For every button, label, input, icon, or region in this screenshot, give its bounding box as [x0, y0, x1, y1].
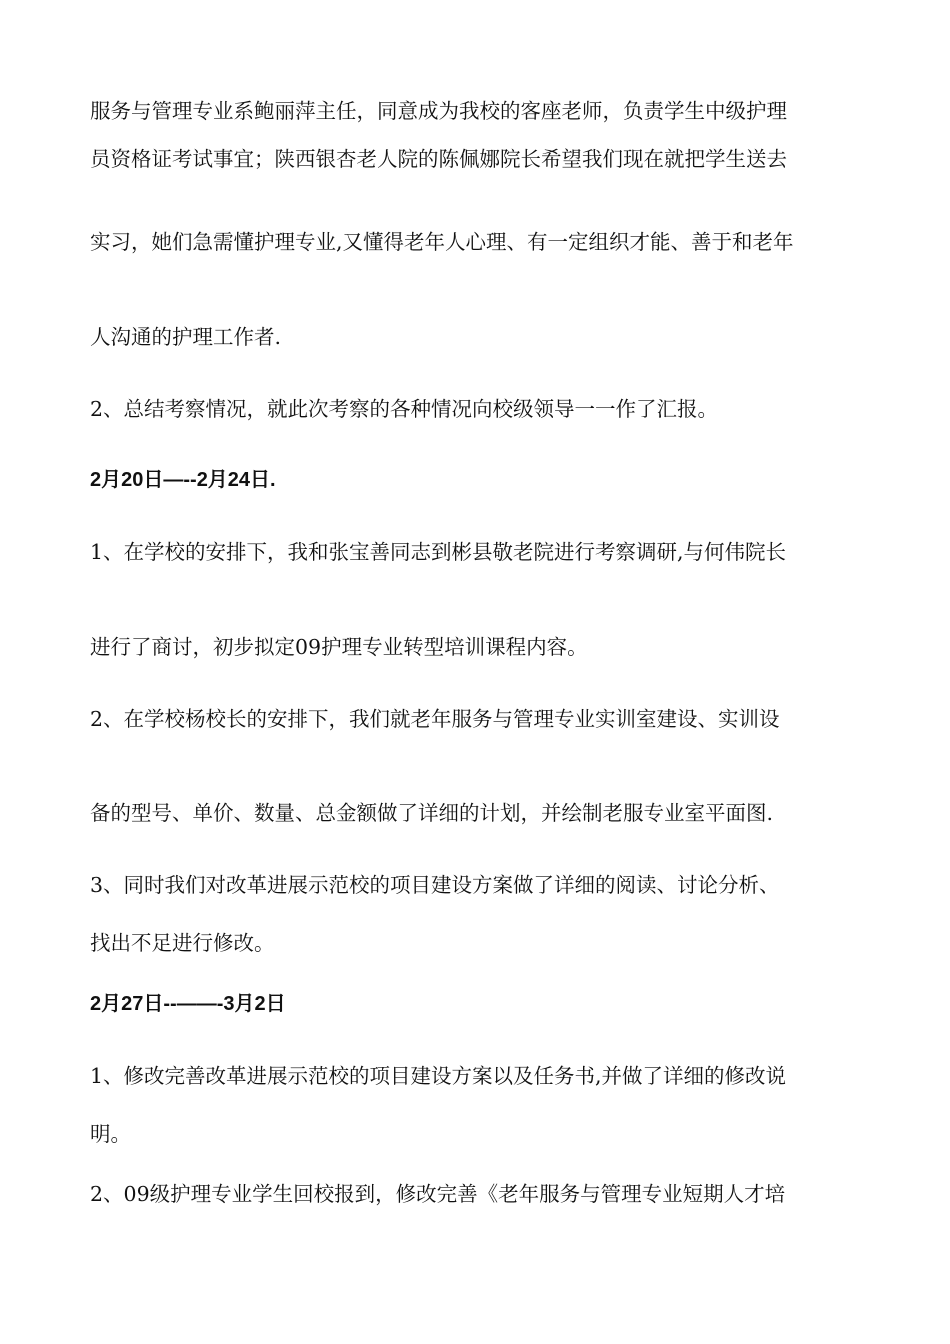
text-line-12: 找出不足进行修改。 — [90, 931, 275, 955]
section-heading-feb20: 2月20日—--2月24日. — [90, 469, 276, 491]
text-line-9: 2、在学校杨校长的安排下，我们就老年服务与管理专业实训室建设、实训设 — [90, 707, 780, 731]
text-line-2: 员资格证考试事宜；陕西银杏老人院的陈佩娜院长希望我们现在就把学生送去 — [90, 147, 787, 171]
text-line-5: 2、总结考察情况，就此次考察的各种情况向校级领导一一作了汇报。 — [90, 397, 719, 421]
text-line-7: 1、在学校的安排下，我和张宝善同志到彬县敬老院进行考察调研,与何伟院长 — [90, 540, 787, 564]
text-line-3: 实习，她们急需懂护理专业,又懂得老年人心理、有一定组织才能、善于和老年 — [90, 230, 794, 254]
text-line-15: 明。 — [90, 1122, 131, 1146]
text-line-8: 进行了商讨，初步拟定09护理专业转型培训课程内容。 — [90, 635, 588, 659]
text-line-4: 人沟通的护理工作者. — [90, 325, 282, 349]
text-line-14: 1、修改完善改革进展示范校的项目建设方案以及任务书,并做了详细的修改说 — [90, 1064, 787, 1088]
section-heading-feb27: 2月27日--——-3月2日 — [90, 993, 286, 1015]
text-line-1: 服务与管理专业系鲍丽萍主任，同意成为我校的客座老师，负责学生中级护理 — [90, 99, 787, 123]
text-line-11: 3、同时我们对改革进展示范校的项目建设方案做了详细的阅读、讨论分析、 — [90, 873, 780, 897]
text-line-10: 备的型号、单价、数量、总金额做了详细的计划，并绘制老服专业室平面图. — [90, 801, 774, 825]
text-line-16: 2、09级护理专业学生回校报到，修改完善《老年服务与管理专业短期人才培 — [90, 1182, 786, 1206]
